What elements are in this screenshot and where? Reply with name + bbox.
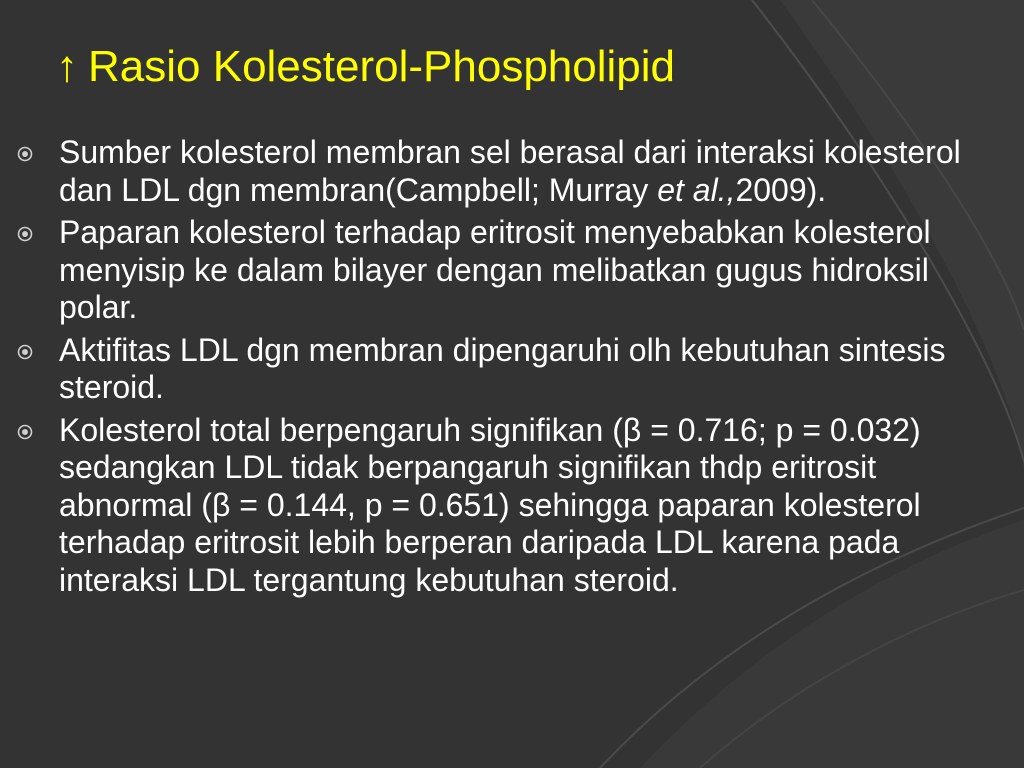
slide-title-text: Rasio Kolesterol-Phospholipid	[88, 42, 675, 91]
circled-dot-bullet-icon	[17, 344, 33, 360]
bullet-text: Paparan kolesterol terhadap eritrosit menyebabkan kolesterol menyisip ke dalam bilayer dengan melibatkan gugus hidroksil polar.	[59, 214, 931, 325]
bullet-text-italic: et al.,	[657, 171, 736, 208]
up-arrow-icon: ↑	[56, 42, 78, 91]
bullet-text: Aktifitas LDL dgn membran dipengaruhi olh kebutuhan sintesis steroid.	[59, 331, 946, 405]
bullet-item	[0, 214, 1024, 327]
circled-dot-bullet-icon	[17, 146, 33, 162]
bullet-item	[0, 332, 1024, 407]
circled-dot-bullet-icon	[17, 424, 33, 440]
bullet-text-tail: 2009).	[735, 171, 827, 208]
slide-title	[56, 38, 675, 96]
circled-dot-bullet-icon	[17, 226, 33, 242]
bullet-text-main: Sumber kolesterol membran sel berasal dari interaksi kolesterol dan LDL dgn membran(Campbell; Murray	[59, 134, 961, 208]
bullet-list	[0, 134, 1024, 604]
bullet-item	[0, 134, 1024, 209]
bullet-text: Kolesterol total berpengaruh signifikan (β = 0.716; p = 0.032) sedangkan LDL tidak berpangaruh signifikan thdp eritrosit abnormal (β = 0.144, p = 0.651) sehingga paparan kolesterol terhadap eritrosit lebih berperan daripada LDL karena pada interaksi LDL tergantung kebutuhan steroid.	[59, 411, 921, 598]
bullet-item	[0, 412, 1024, 600]
bullet-text	[59, 134, 961, 208]
